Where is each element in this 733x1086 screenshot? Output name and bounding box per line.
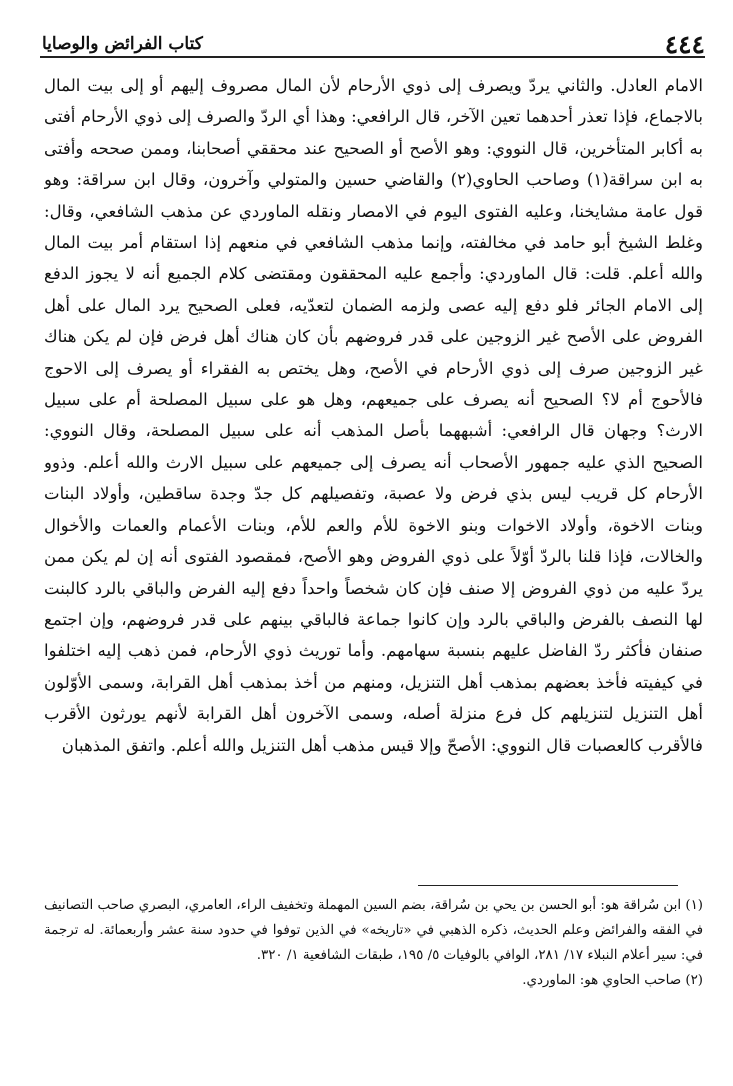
footnote-1: (١) ابن سُراقة هو: أبو الحسن بن يحي بن سُراقة، بضم السين المهملة وتخفيف الراء، العامري، البصري صاحب التصانيف في الفقه والفرائض وعلم الحديث، ذكره الذهبي في «تاريخه» في الذين توفوا في حدود سنة عشر وأربعمائة. له ترجمة في: سير أعلام النبلاء ١٧/ ٢٨١، الوافي بالوفيات ٥/ ١٩٥، طبقات الشافعية ١/ ٣٢٠.	[44, 898, 703, 963]
book-title: كتاب الفرائض والوصايا	[42, 34, 203, 54]
header-rule	[40, 56, 705, 58]
main-paragraph: الامام العادل. والثاني يردّ ويصرف إلى ذوي الأرحام لأن المال مصروف إليهم أو إلى بيت المال بالاجماع، فإذا تعذر أحدهما تعين الآخر، قال الرافعي: وهذا أي الردّ والصرف إلى ذوي الأرحام أفتى به أكابر المتأخرين، قال النووي: وهو الأصح أو الصحيح عند محققي أصحابنا، وممن صححه وأفتى به ابن سراقة(١) وصاحب الحاوي(٢) والقاضي حسين والمتولي وآخرون، وقال ابن سراقة: وهو قول عامة مشايخنا، وعليه الفتوى اليوم في الامصار ونقله الماوردي عن مذهب الشافعي، وقال: وغلط الشيخ أبو حامد في مخالفته، وإنما مذهب الشافعي في منعهم إذا استقام أمر بيت المال والله أعلم. قلت: قال الماوردي: وأجمع عليه المحققون ومقتضى كلام الجميع أنه لا يجوز الدفع إلى الامام الجائر فلو دفع إليه عصى ولزمه الضمان لتعدّيه، فعلى الصحيح يرد المال على أهل الفروض على الأصح غير الزوجين على قدر فروضهم بأن كان هناك أهل فرض فإن لم يكن هناك غير الزوجين صرف إلى ذوي الأرحام في الأصح، وهل يختص به الفقراء أو يصرف إلى الاحوج فالأحوج أم لا؟ الصحيح أنه يصرف على جميعهم، وهل هو على سبيل المصلحة أم على سبيل الارث؟ وجهان قال الرافعي: أشبههما بأصل المذهب أنه على سبيل المصلحة، وقال النووي: الصحيح الذي عليه جمهور الأصحاب أنه يصرف إلى جميعهم على سبيل الارث والله أعلم. وذوو الأرحام كل قريب ليس بذي فرض ولا عصبة، وتفصيلهم كل جدّ وجدة ساقطين، وأولاد البنات وبنات الاخوة، وأولاد الاخوات وبنو الاخوة للأم والعم للأم، وبنات الأعمام والعمات والأخوال والخالات، فإذا قلنا بالردّ أوّلاً على ذوي الفروض وهو الأصح، فمقصود الفتوى أنه إن لم يكن ممن يردّ عليه من ذوي الفروض إلا صنف فإن كان شخصاً واحداً دفع إليه الفرض والباقي بالرد كالبنت لها النصف بالفرض والباقي بالرد وإن كانوا جماعة فالباقي بينهم على قدر فروضهم، وإن اجتمع صنفان فأكثر ردّ الفاضل عليهم بنسبة سهامهم. وأما توريث ذوي الأرحام، فمن ذهب إليه اختلفوا في كيفيته فأخذ بعضهم بمذهب أهل التنزيل، ومنهم من أخذ بمذهب أهل القرابة، وسمى الأوّلون أهل التنزيل لتنزيلهم كل فرع منزلة أصله، وسمى الآخرون أهل القرابة لأنهم يورثون الأقرب فالأقرب كالعصبات قال النووي: الأصحّ وإلا قيس مذهب أهل التنزيل والله أعلم. واتفق المذهبان	[44, 76, 703, 755]
main-text	[44, 70, 703, 860]
footnotes	[44, 893, 703, 1063]
page-header	[40, 28, 705, 62]
footnote-2: (٢) صاحب الحاوي هو: الماوردي.	[522, 973, 703, 988]
footnote-separator	[418, 885, 678, 886]
page-number: ٤٤٤	[664, 30, 705, 59]
